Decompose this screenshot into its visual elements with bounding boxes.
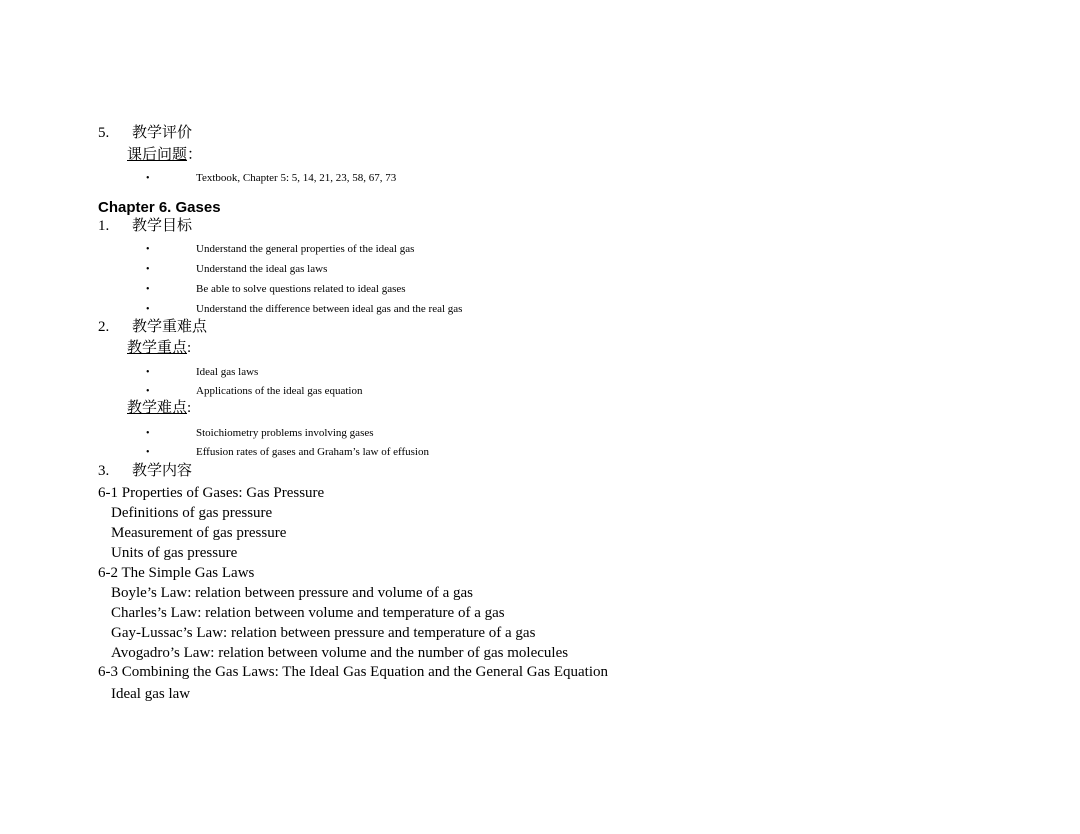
list-item-text: Understand the ideal gas laws xyxy=(196,263,328,275)
bullet-icon: • xyxy=(146,447,150,458)
section-3-number: 3. xyxy=(98,463,110,479)
outline-item: Charles’s Law: relation between volume and temperature of a gas xyxy=(111,605,505,621)
section-1-number: 1. xyxy=(98,218,110,234)
list-item xyxy=(146,244,414,255)
outline-item: Ideal gas law xyxy=(111,686,191,702)
outline-heading: 6-2 The Simple Gas Laws xyxy=(98,565,255,581)
list-item xyxy=(146,367,258,378)
outline-item: Gay-Lussac’s Law: relation between pressure and temperature of a gas xyxy=(111,625,536,641)
key-points-label: 教学重点 xyxy=(127,340,188,356)
colon: : xyxy=(187,400,192,416)
outline-item: Definitions of gas pressure xyxy=(111,505,273,521)
outline-item: Avogadro’s Law: relation between volume and the number of gas molecules xyxy=(111,645,569,661)
bullet-icon: • xyxy=(146,264,150,275)
bullet-icon: • xyxy=(146,386,150,397)
outline-heading: 6-1 Properties of Gases: Gas Pressure xyxy=(98,485,325,501)
list-item xyxy=(146,386,362,397)
list-item-text: Understand the general properties of the ideal gas xyxy=(196,243,415,255)
list-item xyxy=(146,264,327,275)
section-3-title: 教学内容 xyxy=(132,463,193,479)
list-item-text: Applications of the ideal gas equation xyxy=(196,385,363,397)
list-item xyxy=(146,173,396,184)
list-item-text: Understand the difference between ideal gas and the real gas xyxy=(196,303,463,315)
section-5-title: 教学评价 xyxy=(132,125,193,141)
bullet-icon: • xyxy=(146,244,150,255)
list-item xyxy=(146,428,374,439)
bullet-icon: • xyxy=(146,284,150,295)
section-2-number: 2. xyxy=(98,319,110,335)
section-1-title: 教学目标 xyxy=(132,218,193,234)
bullet-icon: • xyxy=(146,304,150,315)
list-item xyxy=(146,304,462,315)
list-item-text: Stoichiometry problems involving gases xyxy=(196,427,374,439)
outline-item: Units of gas pressure xyxy=(111,545,238,561)
colon: : xyxy=(187,340,192,356)
outline-heading: 6-3 Combining the Gas Laws: The Ideal Gas Equation and the General Gas Equation xyxy=(98,664,609,680)
difficult-points-subheading xyxy=(127,401,191,416)
bullet-icon: • xyxy=(146,367,150,378)
difficult-points-label: 教学难点 xyxy=(127,400,188,416)
section-2-title: 教学重难点 xyxy=(132,319,208,335)
bullet-icon: • xyxy=(146,173,150,184)
key-points-subheading xyxy=(127,341,191,356)
list-item-text: Ideal gas laws xyxy=(196,366,259,378)
bullet-icon: • xyxy=(146,428,150,439)
chapter-title: Chapter 6. Gases xyxy=(98,199,221,216)
list-item xyxy=(146,284,406,295)
section-5-number: 5. xyxy=(98,125,110,141)
colon: ： xyxy=(187,147,203,163)
section-5-subheading xyxy=(127,148,202,163)
list-item xyxy=(146,447,429,458)
list-item-text: Effusion rates of gases and Graham’s law of effusion xyxy=(196,446,429,458)
list-item-text: Textbook, Chapter 5: 5, 14, 21, 23, 58, 67, 73 xyxy=(196,172,397,184)
list-item-text: Be able to solve questions related to ideal gases xyxy=(196,283,406,295)
after-class-questions-label: 课后问题 xyxy=(127,147,188,163)
outline-item: Boyle’s Law: relation between pressure and volume of a gas xyxy=(111,585,473,601)
outline-item: Measurement of gas pressure xyxy=(111,525,287,541)
